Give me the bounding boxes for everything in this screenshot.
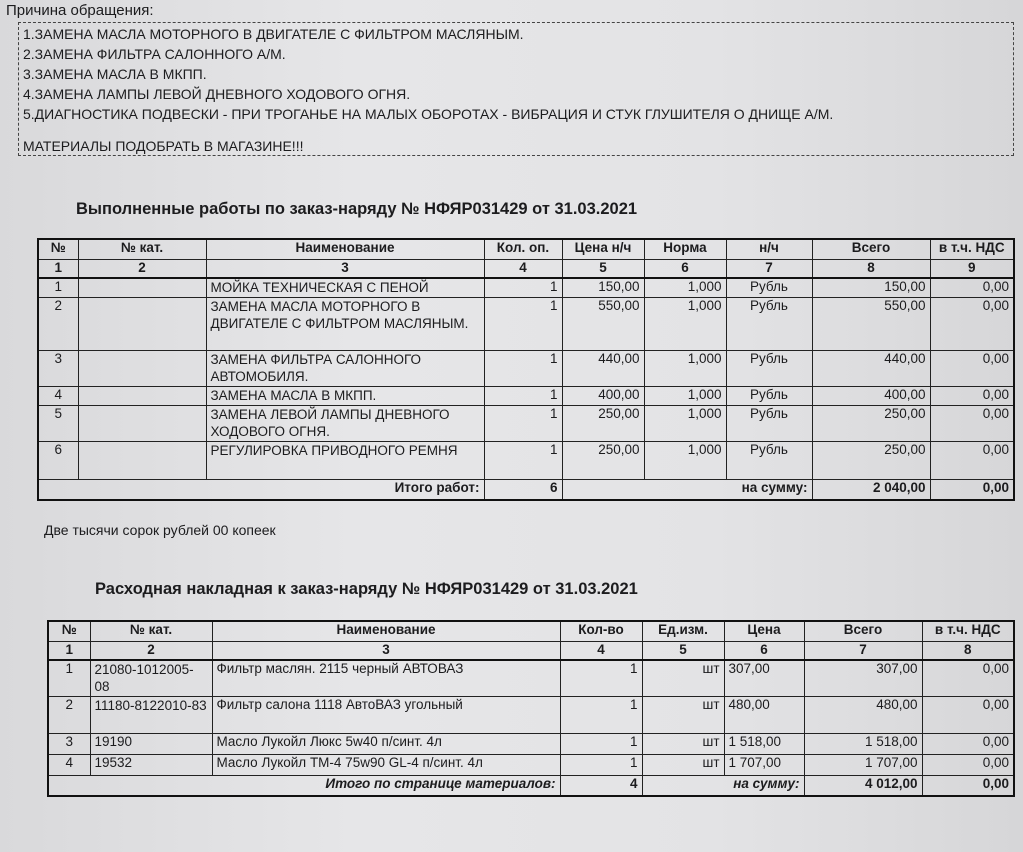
index-cell: 8: [922, 642, 1014, 661]
row-qty: 1: [484, 405, 562, 441]
row-cat: [78, 441, 206, 479]
row-price: 550,00: [562, 297, 644, 350]
row-qty: 1: [484, 386, 562, 405]
row-price: 250,00: [562, 441, 644, 479]
materials-header-cell: Ед.изм.: [642, 621, 724, 642]
works-header-cell: №: [38, 239, 78, 260]
materials-sum-label: на сумму:: [733, 775, 800, 791]
row-qty: 1: [560, 660, 642, 696]
row-cat: 19190: [90, 733, 212, 754]
row-unit: Рубль: [726, 297, 812, 350]
row-name: МОЙКА ТЕХНИЧЕСКАЯ С ПЕНОЙ: [206, 278, 484, 297]
row-price: 480,00: [724, 696, 804, 733]
row-unit: шт: [642, 754, 724, 775]
table-row: [48, 696, 1014, 733]
row-number: 2: [38, 297, 78, 350]
works-total-label: Итого работ:: [394, 479, 480, 495]
table-row: [38, 386, 1014, 405]
row-price: 1 518,00: [724, 733, 804, 754]
row-name: РЕГУЛИРОВКА ПРИВОДНОГО РЕМНЯ: [206, 441, 484, 479]
row-vat: 0,00: [922, 754, 1014, 775]
index-cell: 1: [48, 642, 90, 661]
row-name: Масло Лукойл Люкс 5w40 п/синт. 4л: [212, 733, 560, 754]
row-number: 2: [48, 696, 90, 733]
row-unit: шт: [642, 696, 724, 733]
row-total: 550,00: [812, 297, 930, 350]
reason-line: 4.ЗАМЕНА ЛАМПЫ ЛЕВОЙ ДНЕВНОГО ХОДОВОГО ОГНЯ.: [23, 86, 411, 102]
index-cell: 9: [930, 260, 1014, 279]
works-index-row: [38, 260, 1014, 279]
works-header-row: [38, 239, 1014, 260]
row-cat: [78, 278, 206, 297]
row-norm: 1,000: [644, 297, 726, 350]
row-qty: 1: [560, 696, 642, 733]
works-header-cell: Кол. оп.: [484, 239, 562, 260]
row-price: 440,00: [562, 350, 644, 386]
table-row: [48, 733, 1014, 754]
row-number: 1: [38, 278, 78, 297]
works-sum-label: на сумму:: [741, 479, 808, 495]
materials-total-vat: 0,00: [922, 775, 1014, 796]
row-vat: 0,00: [930, 297, 1014, 350]
row-cat: 19532: [90, 754, 212, 775]
reason-line: 5.ДИАГНОСТИКА ПОДВЕСКИ - ПРИ ТРОГАНЬЕ НА МАЛЫХ ОБОРОТАХ - ВИБРАЦИЯ И СТУК ГЛУШИТЕЛЯ О ДНИЩЕ А/М.: [23, 106, 834, 122]
row-total: 250,00: [812, 441, 930, 479]
materials-total-sum: 4 012,00: [804, 775, 922, 796]
materials-total-row: [48, 775, 1014, 796]
row-unit: Рубль: [726, 386, 812, 405]
row-price: 250,00: [562, 405, 644, 441]
row-unit: Рубль: [726, 278, 812, 297]
index-cell: 2: [90, 642, 212, 661]
row-number: 1: [48, 660, 90, 696]
row-vat: 0,00: [930, 405, 1014, 441]
row-vat: 0,00: [922, 660, 1014, 696]
works-total-qty: 6: [484, 479, 562, 500]
works-header-cell: № кат.: [78, 239, 206, 260]
row-cat: [78, 386, 206, 405]
index-cell: 3: [212, 642, 560, 661]
row-qty: 1: [484, 441, 562, 479]
index-cell: 2: [78, 260, 206, 279]
table-row: [48, 754, 1014, 775]
works-header-cell: Наименование: [206, 239, 484, 260]
materials-header-cell: Кол-во: [560, 621, 642, 642]
row-norm: 1,000: [644, 441, 726, 479]
row-qty: 1: [484, 297, 562, 350]
row-total: 150,00: [812, 278, 930, 297]
materials-header-cell: Всего: [804, 621, 922, 642]
row-price: 400,00: [562, 386, 644, 405]
row-cat: [78, 297, 206, 350]
row-name: Масло Лукойл ТМ-4 75w90 GL-4 п/синт. 4л: [212, 754, 560, 775]
works-header-cell: в т.ч. НДС: [930, 239, 1014, 260]
table-row: [38, 441, 1014, 479]
row-qty: 1: [560, 733, 642, 754]
row-number: 4: [48, 754, 90, 775]
row-cat: [78, 350, 206, 386]
row-total: 1 518,00: [804, 733, 922, 754]
materials-header-cell: № кат.: [90, 621, 212, 642]
row-name: Фильтр салона 1118 АвтоВАЗ угольный: [212, 696, 560, 733]
row-cat: [78, 405, 206, 441]
index-cell: 5: [642, 642, 724, 661]
index-cell: 4: [560, 642, 642, 661]
table-row: [38, 405, 1014, 441]
row-total: 440,00: [812, 350, 930, 386]
materials-header-cell: №: [48, 621, 90, 642]
works-total-sum: 2 040,00: [812, 479, 930, 500]
reason-line: 2.ЗАМЕНА ФИЛЬТРА САЛОННОГО А/М.: [23, 46, 286, 62]
row-price: 150,00: [562, 278, 644, 297]
reason-line: 3.ЗАМЕНА МАСЛА В МКПП.: [23, 66, 207, 82]
row-norm: 1,000: [644, 405, 726, 441]
row-unit: шт: [642, 660, 724, 696]
materials-title: Расходная накладная к заказ-наряду № НФЯР031429 от 31.03.2021: [95, 580, 638, 598]
row-qty: 1: [560, 754, 642, 775]
table-row: [38, 278, 1014, 297]
works-total-row: [38, 479, 1014, 500]
materials-header-cell: Наименование: [212, 621, 560, 642]
row-number: 3: [48, 733, 90, 754]
works-header-cell: Цена н/ч: [562, 239, 644, 260]
row-vat: 0,00: [922, 733, 1014, 754]
row-total: 1 707,00: [804, 754, 922, 775]
row-vat: 0,00: [930, 350, 1014, 386]
row-number: 6: [38, 441, 78, 479]
reason-line: 1.ЗАМЕНА МАСЛА МОТОРНОГО В ДВИГАТЕЛЕ С ФИЛЬТРОМ МАСЛЯНЫМ.: [23, 26, 524, 42]
reason-box: [18, 22, 1014, 156]
works-title: Выполненные работы по заказ-наряду № НФЯР031429 от 31.03.2021: [76, 200, 638, 218]
row-total: 250,00: [812, 405, 930, 441]
row-number: 5: [38, 405, 78, 441]
table-row: [48, 660, 1014, 696]
row-cat: 11180-8122010-83: [90, 696, 212, 733]
row-vat: 0,00: [922, 696, 1014, 733]
materials-total-qty: 4: [560, 775, 642, 796]
row-total: 400,00: [812, 386, 930, 405]
amount-in-words: Две тысячи сорок рублей 00 копеек: [44, 522, 276, 538]
index-cell: 6: [724, 642, 804, 661]
row-name: Фильтр маслян. 2115 черный АВТОВАЗ: [212, 660, 560, 696]
index-cell: 3: [206, 260, 484, 279]
row-norm: 1,000: [644, 350, 726, 386]
row-unit: Рубль: [726, 350, 812, 386]
row-vat: 0,00: [930, 386, 1014, 405]
row-total: 480,00: [804, 696, 922, 733]
works-header-cell: Всего: [812, 239, 930, 260]
row-unit: Рубль: [726, 441, 812, 479]
row-name: ЗАМЕНА ЛЕВОЙ ЛАМПЫ ДНЕВНОГО ХОДОВОГО ОГНЯ.: [206, 405, 484, 441]
row-name: ЗАМЕНА ФИЛЬТРА САЛОННОГО АВТОМОБИЛЯ.: [206, 350, 484, 386]
row-vat: 0,00: [930, 441, 1014, 479]
index-cell: 7: [804, 642, 922, 661]
materials-table: [47, 620, 1015, 797]
works-table: [37, 238, 1015, 501]
row-qty: 1: [484, 278, 562, 297]
row-unit: Рубль: [726, 405, 812, 441]
row-price: 307,00: [724, 660, 804, 696]
works-header-cell: н/ч: [726, 239, 812, 260]
table-row: [38, 297, 1014, 350]
materials-total-label: Итого по странице материалов:: [325, 775, 556, 791]
row-norm: 1,000: [644, 278, 726, 297]
row-vat: 0,00: [930, 278, 1014, 297]
row-number: 3: [38, 350, 78, 386]
reason-note: МАТЕРИАЛЫ ПОДОБРАТЬ В МАГАЗИНЕ!!!: [23, 138, 304, 154]
index-cell: 8: [812, 260, 930, 279]
works-total-vat: 0,00: [930, 479, 1014, 500]
materials-header-row: [48, 621, 1014, 642]
row-cat: 21080-1012005-08: [90, 660, 212, 696]
index-cell: 7: [726, 260, 812, 279]
works-header-cell: Норма: [644, 239, 726, 260]
index-cell: 5: [562, 260, 644, 279]
row-total: 307,00: [804, 660, 922, 696]
row-norm: 1,000: [644, 386, 726, 405]
reason-caption: Причина обращения:: [6, 2, 154, 19]
materials-index-row: [48, 642, 1014, 661]
row-unit: шт: [642, 733, 724, 754]
materials-header-cell: в т.ч. НДС: [922, 621, 1014, 642]
index-cell: 4: [484, 260, 562, 279]
row-name: ЗАМЕНА МАСЛА МОТОРНОГО В ДВИГАТЕЛЕ С ФИЛЬТРОМ МАСЛЯНЫМ.: [206, 297, 484, 350]
row-price: 1 707,00: [724, 754, 804, 775]
index-cell: 1: [38, 260, 78, 279]
index-cell: 6: [644, 260, 726, 279]
row-number: 4: [38, 386, 78, 405]
table-row: [38, 350, 1014, 386]
materials-header-cell: Цена: [724, 621, 804, 642]
row-name: ЗАМЕНА МАСЛА В МКПП.: [206, 386, 484, 405]
row-qty: 1: [484, 350, 562, 386]
